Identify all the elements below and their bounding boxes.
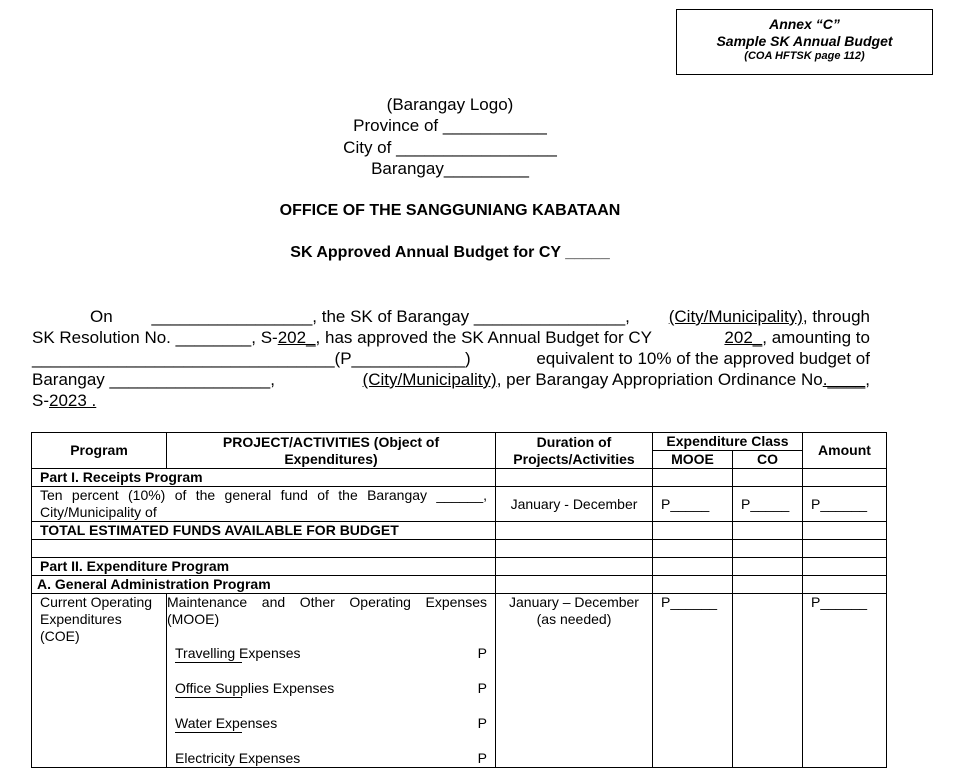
document-title: SK Approved Annual Budget for CY _____	[290, 244, 610, 261]
table-row-total	[32, 522, 887, 540]
part2-label: Part II. Expenditure Program	[32, 558, 496, 576]
barangay-line: Barangay_________	[371, 159, 529, 178]
header-expenditure-class: Expenditure Class	[653, 433, 803, 451]
paragraph-line-4: Barangay _________________, (City/Municipality), per Barangay Appropriation Ordinance No.____,	[32, 370, 870, 389]
table-row-coe	[32, 594, 887, 768]
receipt-amount: P______	[803, 487, 887, 522]
mooe-items	[167, 645, 487, 767]
table-row-receipts	[32, 487, 887, 522]
header-projects: PROJECT/ACTIVITIES (Object of Expenditures)	[167, 433, 496, 469]
paragraph-line-3: ________________________________(P____________) equivalent to 10% of the approved budget of	[32, 349, 870, 368]
mooe-title-line: Maintenance and Other Operating Expenses (MOOE)	[167, 594, 487, 627]
amount-blank	[175, 662, 242, 663]
annex-title: Sample SK Annual Budget	[716, 33, 893, 49]
annex-box	[676, 9, 933, 75]
table-row-part1	[32, 469, 887, 487]
table-row-blank	[32, 540, 887, 558]
header-duration: Duration of Projects/Activities	[496, 433, 653, 469]
barangay-logo-placeholder: (Barangay Logo)	[386, 95, 514, 114]
total-label: TOTAL ESTIMATED FUNDS AVAILABLE FOR BUDGET	[32, 522, 496, 540]
receipt-mooe: P_____	[653, 487, 733, 522]
coe-program: Current Operating Expenditures (COE)	[32, 594, 167, 768]
approval-paragraph	[32, 306, 870, 411]
coe-mooe: P______	[653, 594, 733, 768]
office-title: OFFICE OF THE SANGGUNIANG KABATAAN	[279, 202, 621, 219]
annex-label: Annex “C”	[769, 16, 840, 32]
paragraph-line-2: SK Resolution No. ________, S-202_, has approved the SK Annual Budget for CY 202_, amounting to	[32, 328, 870, 347]
receipt-description: Ten percent (10%) of the general fund of the Barangay ______, City/Municipality of	[32, 487, 496, 522]
city-line: City of _________________	[343, 138, 557, 157]
table-row-section-a	[32, 576, 887, 594]
part1-label: Part I. Receipts Program	[32, 469, 496, 487]
coe-duration: January – December (as needed)	[496, 594, 653, 768]
expense-item: Electricity Expenses P	[175, 750, 487, 766]
header-mooe: MOOE	[653, 451, 733, 469]
table-row-part2	[32, 558, 887, 576]
amount-blank	[175, 697, 242, 698]
receipt-co: P_____	[733, 487, 803, 522]
coe-projects	[167, 594, 496, 768]
coe-amount: P______	[803, 594, 887, 768]
paragraph-line-5: S-2023 .	[32, 391, 97, 410]
expense-item: Office Supplies Expenses P	[175, 680, 487, 696]
header-co: CO	[733, 451, 803, 469]
amount-blank	[175, 732, 242, 733]
receipt-duration: January - December	[496, 487, 653, 522]
annex-reference: (COA HFTSK page 112)	[744, 50, 865, 62]
table-header-row	[32, 433, 887, 451]
expense-item: Travelling Expenses P	[175, 645, 487, 661]
paragraph-line-1: On _________________, the SK of Barangay ________________, (City/Municipality), through	[90, 307, 870, 326]
header-program: Program	[32, 433, 167, 469]
province-line: Province of ___________	[353, 116, 547, 135]
expense-item: Water Expenses P	[175, 715, 487, 731]
header-amount: Amount	[803, 433, 887, 469]
budget-table	[31, 432, 887, 768]
coe-co	[733, 594, 803, 768]
section-a-label: A. General Administration Program	[32, 576, 496, 594]
